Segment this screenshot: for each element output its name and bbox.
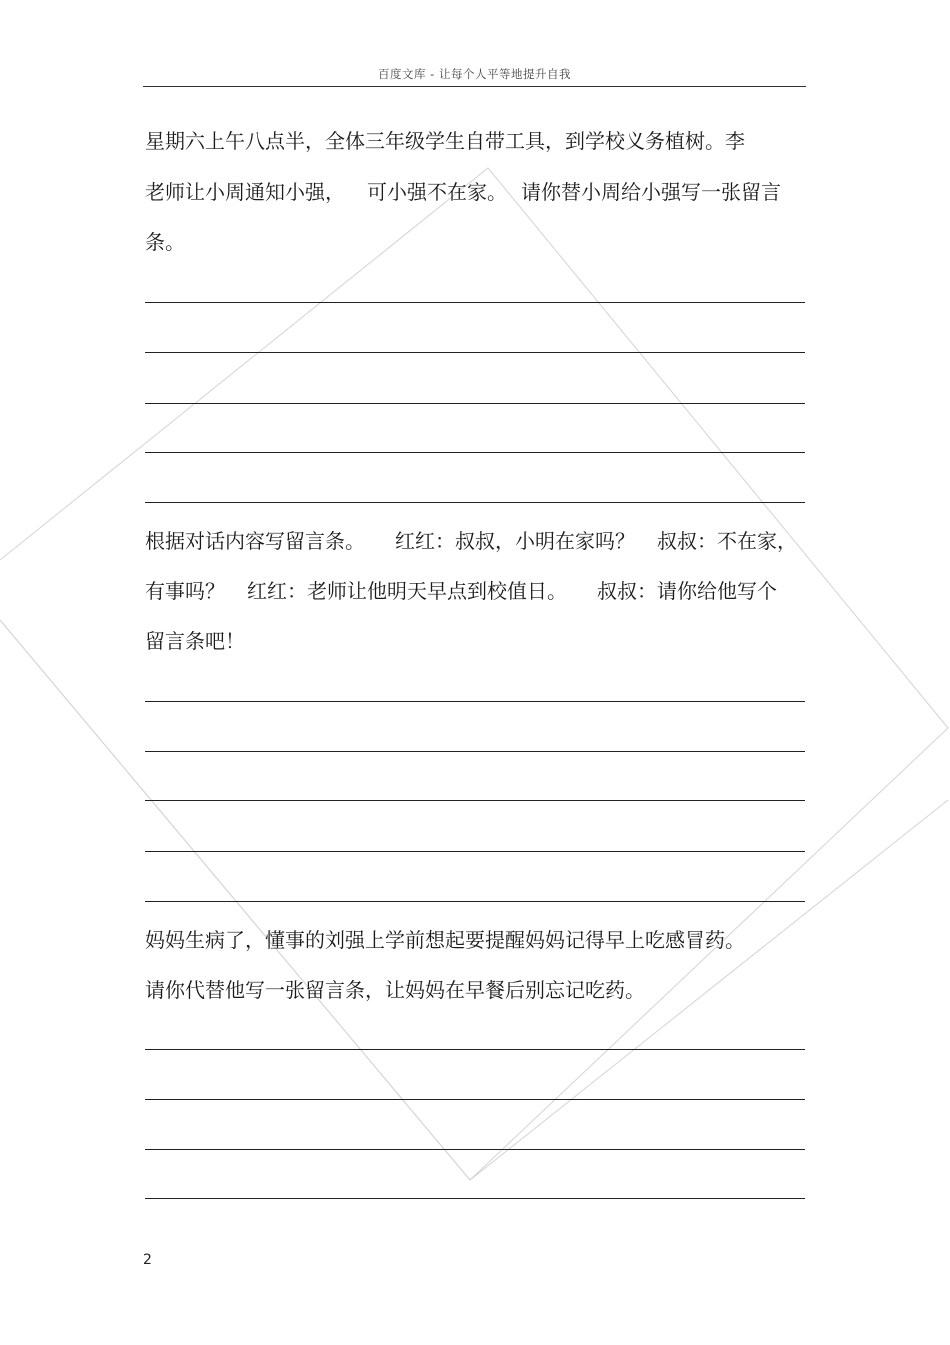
q3-answer-line-4 [145, 1198, 805, 1199]
page-number: 2 [143, 1252, 152, 1268]
q1-line-2-part-2: 可小强不在家。 [367, 180, 507, 204]
q1-line-2-part-1: 老师让小周通知小强， [145, 180, 345, 204]
q2-line-2 [145, 579, 810, 604]
header-rule [143, 86, 806, 87]
q1-answer-line-1 [145, 302, 805, 303]
page-header: 百度文库 - 让每个人平等地提升自我 [378, 67, 571, 81]
q2-line-2-part-2: 红红：老师让他明天早点到校值日。 [247, 579, 567, 603]
q2-line-1 [145, 529, 810, 554]
q1-line-3: 条。 [145, 230, 185, 254]
q3-line-2: 请你代替他写一张留言条，让妈妈在早餐后别忘记吃药。 [145, 978, 645, 1002]
q2-line-3: 留言条吧！ [145, 629, 245, 653]
q1-answer-line-4 [145, 452, 805, 453]
q1-answer-line-3 [145, 403, 805, 404]
q1-answer-line-2 [145, 352, 805, 353]
q2-line-2-part-3: 叔叔：请你给他写个 [597, 579, 777, 603]
q2-answer-line-1 [145, 701, 805, 702]
q2-answer-line-3 [145, 800, 805, 801]
q3-answer-line-1 [145, 1049, 805, 1050]
q3-answer-line-2 [145, 1099, 805, 1100]
q1-answer-line-5 [145, 502, 805, 503]
q1-line-2 [145, 180, 810, 205]
q2-line-1-part-3: 叔叔：不在家， [657, 529, 797, 553]
q2-answer-line-2 [145, 751, 805, 752]
q2-answer-line-4 [145, 851, 805, 852]
q1-line-1: 星期六上午八点半，全体三年级学生自带工具，到学校义务植树。李 [145, 129, 745, 153]
q2-answer-line-5 [145, 901, 805, 902]
q2-line-1-part-2: 红红：叔叔，小明在家吗？ [395, 529, 635, 553]
q2-line-1-part-1: 根据对话内容写留言条。 [145, 529, 365, 553]
q3-answer-line-3 [145, 1149, 805, 1150]
q1-line-2-part-3: 请你替小周给小强写一张留言 [521, 180, 781, 204]
q3-line-1: 妈妈生病了，懂事的刘强上学前想起要提醒妈妈记得早上吃感冒药。 [145, 928, 745, 952]
q2-line-2-part-1: 有事吗？ [145, 579, 225, 603]
